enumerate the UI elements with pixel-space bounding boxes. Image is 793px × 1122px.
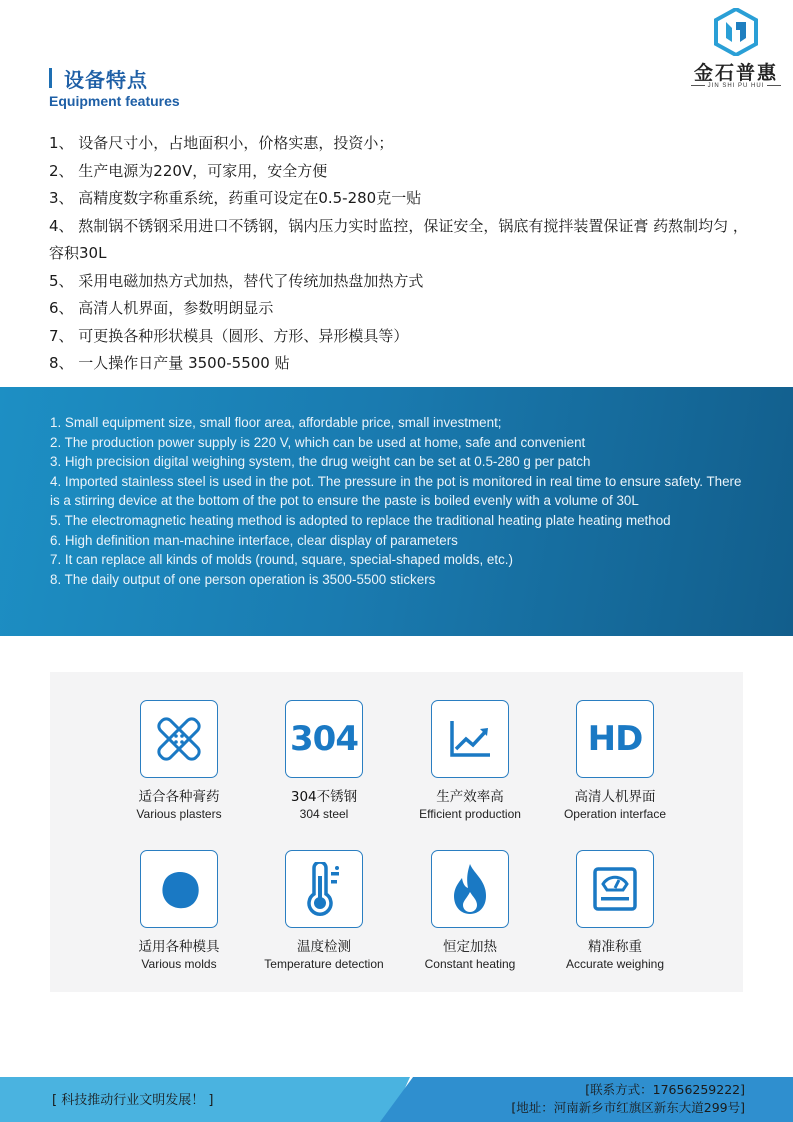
feature-icons-panel (50, 672, 743, 992)
feature-label-en: Operation interface (563, 807, 667, 821)
hd-icon: HD (587, 719, 643, 759)
feature-label-cn: 生产效率高 (436, 789, 504, 805)
list-item: 8. The daily output of one person operation is 3500-5500 stickers (50, 571, 436, 587)
flame-icon (446, 862, 494, 916)
jspu-logo-icon (714, 8, 758, 56)
feature-label-en: Temperature detection (264, 957, 384, 971)
list-item: 3. High precision digital weighing system, the drug weight can be set at 0.5-280 g per patch (50, 454, 591, 470)
list-item: 6、 高清人机界面，参数明朗显示 (49, 299, 274, 317)
list-item: 1. Small equipment size, small floor area, affordable price, small investment; (50, 415, 502, 430)
features-cn-list (49, 130, 759, 378)
list-item: 4. Imported stainless steel is used in the pot. The pressure in the pot is monitored in real time to ensure safety. There is a stirring device at the bottom of the pot to ensure the paste is boiled evenly with a volume of 30L (50, 473, 742, 509)
logo-name-en: JIN SHI PU HUI (684, 83, 788, 89)
footer-phone: [联系方式：17656259222] (585, 1082, 745, 1097)
feature-label-en: Constant heating (424, 957, 516, 971)
feature-heating (395, 850, 545, 973)
features-en-band (0, 387, 793, 636)
list-item: 7. It can replace all kinds of molds (round, square, special-shaped molds, etc.) (50, 552, 513, 568)
list-item: 2、 生产电源为220V，可家用，安全方便 (49, 161, 328, 180)
feature-interface (540, 700, 690, 823)
footer-slogan: [ 科技推动行业文明发展！ ] (52, 1093, 214, 1108)
feature-label-en: Efficient production (419, 807, 521, 821)
list-item: 5、 采用电磁加热方式加热，替代了传统加热盘加热方式 (49, 271, 424, 290)
plaster-icon (152, 712, 206, 766)
page-title: 设备特点 (64, 68, 148, 92)
list-item: 2. The production power supply is 220 V, which can be used at home, safe and convenient (50, 434, 586, 450)
feature-label-cn: 高清人机界面 (574, 789, 656, 805)
feature-label-en: Various molds (141, 957, 217, 971)
feature-label-cn: 适用各种模具 (138, 939, 220, 955)
scale-icon (590, 864, 640, 914)
thermometer-icon (300, 862, 348, 916)
features-en-list (50, 413, 750, 589)
feature-label-cn: 精准称重 (588, 939, 642, 955)
page-footer (0, 1077, 793, 1122)
feature-weighing (540, 850, 690, 973)
list-item: 8、 一人操作日产量 3500-5500 贴 (49, 354, 290, 372)
feature-label-cn: 304不锈钢 (290, 789, 358, 805)
mold-shape-icon (154, 864, 204, 914)
feature-label-cn: 恒定加热 (443, 939, 497, 955)
feature-label-en: Various plasters (136, 807, 222, 821)
feature-steel (249, 700, 399, 823)
feature-label-en: 304 steel (299, 807, 349, 821)
feature-plasters (104, 700, 254, 823)
feature-temperature (249, 850, 399, 973)
trend-chart-icon (446, 715, 494, 763)
footer-address: [地址：河南新乡市红旗区新东大道299号] (511, 1100, 745, 1115)
list-item: 7、 可更换各种形状模具（圆形、方形、异形模具等） (49, 326, 409, 345)
feature-efficiency (395, 700, 545, 823)
logo-name-cn: 金石普惠 (693, 62, 778, 84)
feature-label-cn: 适合各种膏药 (138, 789, 220, 805)
footer-contact-block (511, 1081, 745, 1117)
steel-304-icon: 304 (290, 719, 358, 759)
list-item: 4、 熬制锅不锈钢采用进口不锈钢，锅内压力实时监控，保证安全，锅底有搅拌装置保证膏 药熬制均匀 ，容积30L (49, 216, 748, 262)
list-item: 5. The electromagnetic heating method is adopted to replace the traditional heating plate heating method (50, 512, 671, 528)
feature-label-cn: 温度检测 (297, 939, 351, 955)
feature-molds (104, 850, 254, 973)
company-logo (684, 6, 788, 92)
list-item: 3、 高精度数字称重系统，药重可设定在0.5-280克一贴 (49, 189, 422, 207)
list-item: 1、 设备尺寸小，占地面积小，价格实惠，投资小； (49, 134, 394, 152)
feature-label-en: Accurate weighing (565, 957, 665, 971)
page-subtitle: Equipment features (49, 93, 180, 109)
list-item: 6. High definition man-machine interface, clear display of parameters (50, 532, 458, 548)
title-accent-bar (49, 68, 52, 88)
